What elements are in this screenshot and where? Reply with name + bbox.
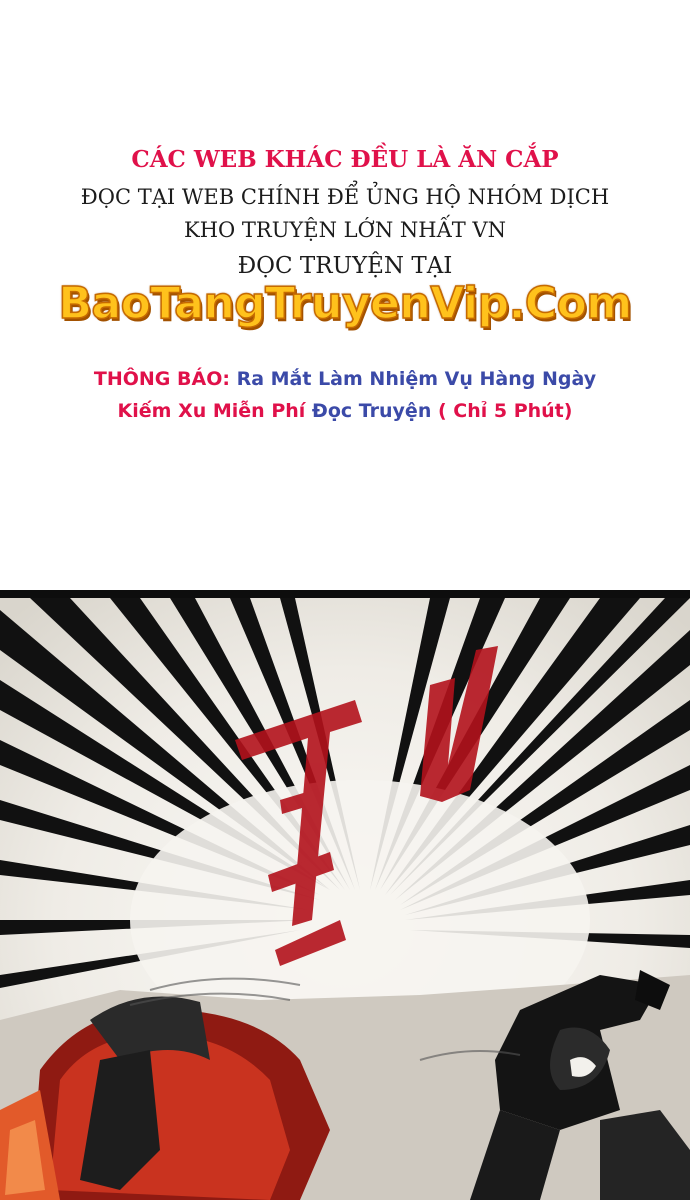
library-line: KHO TRUYỆN LỚN NHẤT VN xyxy=(184,218,506,242)
notice-banner xyxy=(0,0,690,590)
announcement-line-1 xyxy=(0,368,690,390)
announcement-text-1: Ra Mắt Làm Nhiệm Vụ Hàng Ngày xyxy=(236,368,597,390)
announcement-duration: ( Chỉ 5 Phút) xyxy=(437,400,573,422)
comic-panel-art xyxy=(0,590,690,1200)
announcement-line-2 xyxy=(0,400,690,422)
site-brand-link[interactable]: BaoTangTruyenVip.Com xyxy=(58,278,632,329)
announcement-label: THÔNG BÁO: xyxy=(93,368,230,390)
warning-line: CÁC WEB KHÁC ĐỀU LÀ ĂN CẮP xyxy=(131,146,559,173)
read-at-line: ĐỌC TRUYỆN TẠI xyxy=(237,253,453,279)
support-line: ĐỌC TẠI WEB CHÍNH ĐỂ ỦNG HỘ NHÓM DỊCH xyxy=(80,185,610,209)
announcement-read: Đọc Truyện xyxy=(311,400,432,422)
comic-panel xyxy=(0,590,690,1200)
announcement-reward: Kiếm Xu Miễn Phí xyxy=(117,400,306,422)
